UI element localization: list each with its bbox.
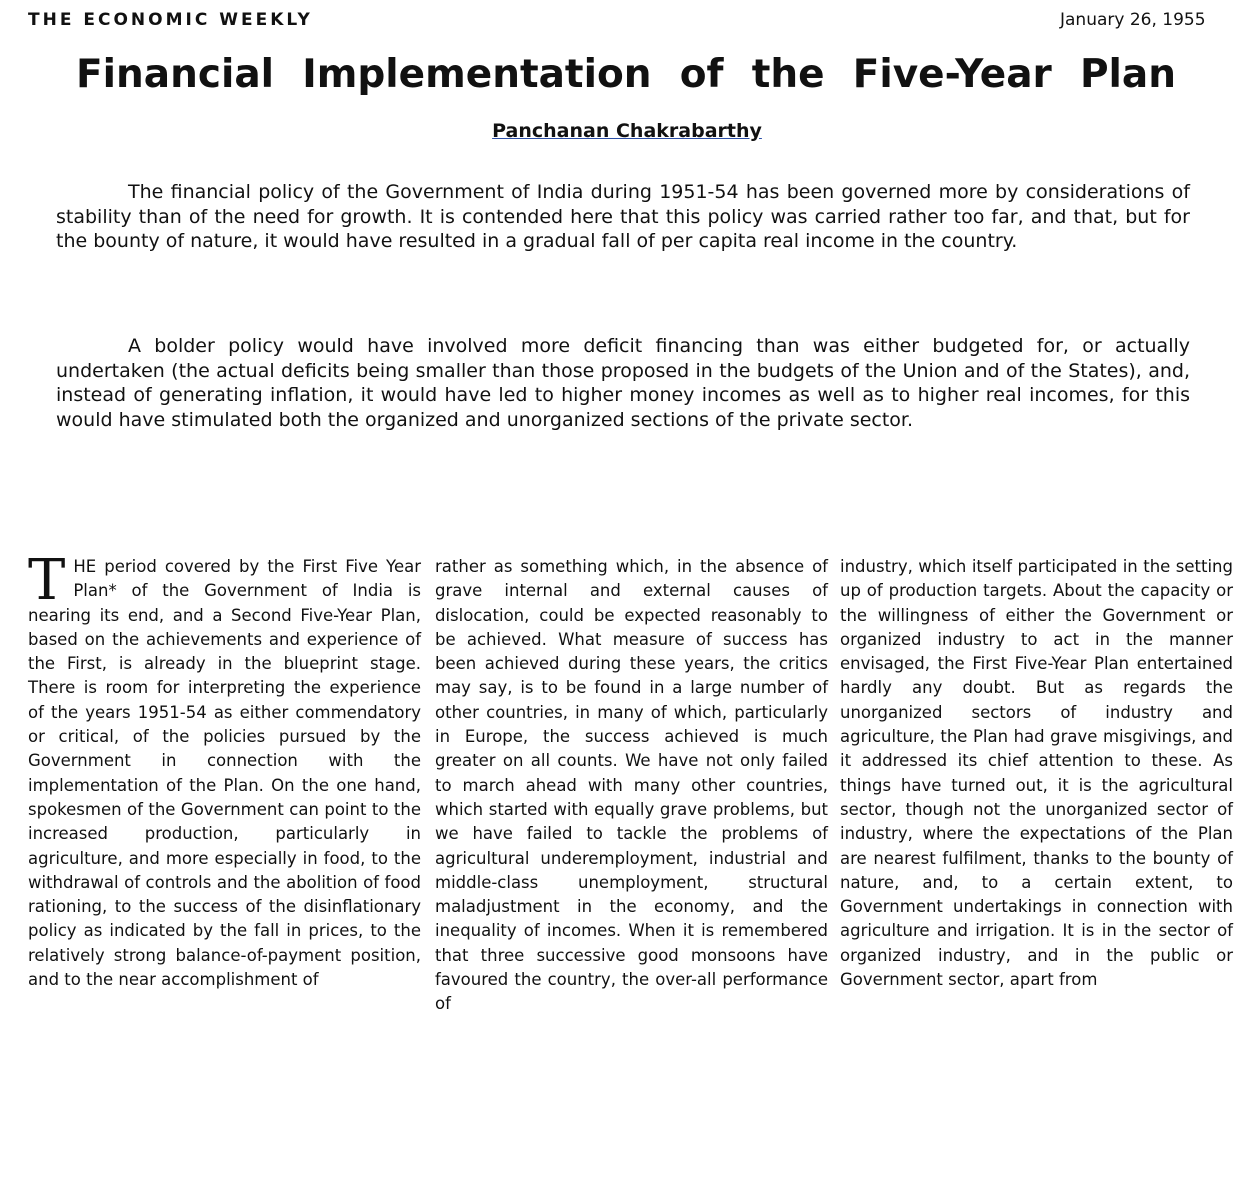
intro-text-2: A bolder policy would have involved more deficit financing than was either budgeted for, or actually undertaken (the actual deficits being smaller than those proposed in the budgets of the Union and of the States), and, instead of generating inflation, it would have led to higher money incomes as well as to higher real incomes, for this would have stimulated both the organized and unorganized sections of the private sector. xyxy=(56,335,1190,431)
column-1-text: HE period covered by the First Five Year Plan* of the Government of India is nearing its end, and a Second Five-Year Plan, based on the achievements and experience of the First, is already in the blueprint stage. There is room for interpreting the experience of the years 1951-54 as either commendatory or critical, of the policies pursued by the Government in connection with the implementation of the Plan. On the one hand, spokesmen of the Government can point to the increased production, particularly in agriculture, and more especially in food, to the withdrawal of controls and the abolition of food rationing, to the success of the disinflationary policy as indicated by the fall in prices, to the relatively strong balance-of-payment position, and to the near accomplishment of xyxy=(28,557,421,990)
title-word: Implementation xyxy=(302,52,652,97)
title-word: the xyxy=(751,52,825,97)
intro-paragraph-2 xyxy=(56,334,1190,432)
title-word: Plan xyxy=(1079,52,1176,97)
issue-date: January 26, 1955 xyxy=(1060,10,1206,30)
title-word: Financial xyxy=(76,52,275,97)
column-3-text: industry, which itself participated in the setting up of production targets. About the capacity or the willingness of either the Government or organized industry to act in the manner envisaged, the First Five-Year Plan entertained hardly any doubt. But as regards the unorganized sectors of industry and agriculture, the Plan had grave misgivings, and it addressed its chief attention to these. As things have turned out, it is the agricultural sector, though not the unorganized sector of industry, where the expectations of the Plan are nearest fulfilment, thanks to the bounty of nature, and, to a certain extent, to Government undertakings in connection with agriculture and irrigation. It is in the sector of organized industry, and in the public or Government sector, apart from xyxy=(840,557,1233,990)
article-title xyxy=(76,52,1176,97)
column-1 xyxy=(28,548,421,992)
publication-name: THE ECONOMIC WEEKLY xyxy=(28,10,313,30)
title-word: Five-Year xyxy=(852,52,1052,97)
title-word: of xyxy=(679,52,724,97)
intro-text-1: The financial policy of the Government of India during 1951-54 has been governed more by considerations of stability than of the need for growth. It is contended here that this policy was carried rather too far, and that, but for the bounty of nature, it would have resulted in a gradual fall of per capita real income in the country. xyxy=(56,181,1190,252)
article-author: Panchanan Chakrabarthy xyxy=(492,120,762,142)
drop-cap: T xyxy=(28,548,66,613)
column-2 xyxy=(435,555,828,1017)
column-2-text: rather as something which, in the absence of grave internal and external causes of dislocation, could be expected reasonably to be achieved. What measure of success has been achieved during these years, the critics may say, is to be found in a large number of other countries, in many of which, particularly in Europe, the success achieved is much greater on all counts. We have not only failed to march ahead with many other countries, which started with equally grave problems, but we have failed to tackle the problems of agricultural underemployment, industrial and middle-class unemployment, structural maladjustment in the economy, and the inequality of incomes. When it is remembered that three successive good monsoons have favoured the country, the over-all performance of xyxy=(435,557,828,1014)
column-3 xyxy=(840,555,1233,992)
intro-paragraph-1 xyxy=(56,180,1190,254)
